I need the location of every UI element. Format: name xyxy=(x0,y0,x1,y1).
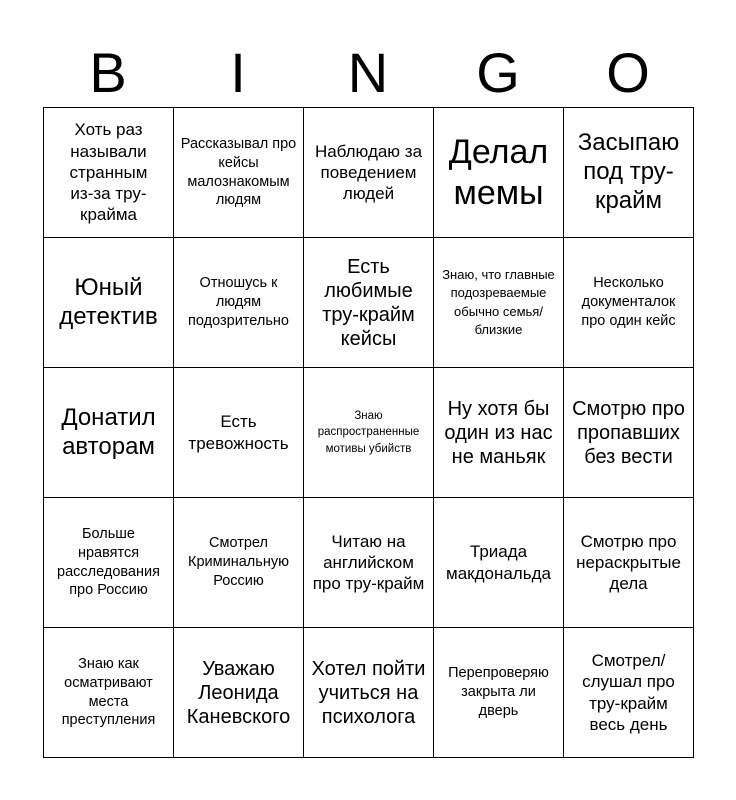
cell-text: Делал мемы xyxy=(448,132,549,212)
cell-text: Хотел пойти учиться на психолога xyxy=(311,657,426,728)
bingo-cell[interactable] xyxy=(434,498,564,628)
bingo-cell[interactable] xyxy=(304,108,434,238)
cell-text: Смотрел/ слушал про тру-крайм весь день xyxy=(582,651,675,734)
bingo-cell[interactable] xyxy=(564,108,694,238)
bingo-cell[interactable] xyxy=(44,368,174,498)
bingo-cell[interactable] xyxy=(304,498,434,628)
cell-text: Ну хотя бы один из нас не маньяк xyxy=(444,397,553,468)
cell-text: Хоть раз называли странным из-за тру-крайма xyxy=(69,120,148,225)
header-letter-b: B xyxy=(89,41,127,104)
cell-text: Знаю как осматривают места преступления xyxy=(61,655,156,729)
cell-text: Знаю, что главные подозреваемые обычно семья/близкие xyxy=(442,267,555,337)
cell-text: Отношусь к людям подозрительно xyxy=(188,275,289,329)
cell-text: Есть любимые тру-крайм кейсы xyxy=(322,255,415,350)
bingo-cell[interactable] xyxy=(434,238,564,368)
bingo-cell[interactable] xyxy=(174,628,304,758)
bingo-cell[interactable] xyxy=(564,368,694,498)
cell-text: Наблюдаю за поведением людей xyxy=(314,141,423,204)
cell-text: Перепроверяю закрыта ли дверь xyxy=(448,665,549,719)
bingo-cell[interactable] xyxy=(564,498,694,628)
bingo-cell[interactable] xyxy=(174,368,304,498)
bingo-cell[interactable] xyxy=(174,108,304,238)
header-letter-g: G xyxy=(476,41,520,104)
cell-text: Смотрю про нераскрытые дела xyxy=(576,531,681,594)
cell-text: Есть тревожность xyxy=(188,412,289,453)
bingo-cell[interactable] xyxy=(304,628,434,758)
bingo-cell[interactable] xyxy=(304,368,434,498)
bingo-cell[interactable] xyxy=(434,108,564,238)
cell-text: Знаю распространенные мотивы убийств xyxy=(317,410,420,455)
bingo-grid xyxy=(43,107,694,758)
bingo-cell[interactable] xyxy=(44,238,174,368)
cell-text: Больше нравятся расследования про Россию xyxy=(57,525,160,599)
cell-text: Юный детектив xyxy=(59,273,158,330)
bingo-cell[interactable] xyxy=(44,628,174,758)
header-letter-n: N xyxy=(347,41,389,104)
cell-text: Засыпаю под тру-крайм xyxy=(577,129,680,214)
bingo-cell[interactable] xyxy=(564,238,694,368)
bingo-cell[interactable] xyxy=(434,368,564,498)
cell-text: Рассказывал про кейсы малознакомым людям xyxy=(180,135,297,209)
bingo-cell[interactable] xyxy=(564,628,694,758)
cell-text: Смотрел Криминальную Россию xyxy=(188,535,289,589)
header-letter-i: I xyxy=(230,41,246,104)
bingo-cell[interactable] xyxy=(304,238,434,368)
bingo-cell[interactable] xyxy=(44,498,174,628)
cell-text: Триада макдональда xyxy=(446,542,551,583)
bingo-cell[interactable] xyxy=(44,108,174,238)
cell-text: Уважаю Леонида Каневского xyxy=(186,657,291,728)
header-letter-o: O xyxy=(606,41,650,104)
bingo-cell[interactable] xyxy=(174,498,304,628)
cell-text: Несколько документалок про один кейс xyxy=(581,275,676,329)
cell-text: Смотрю про пропавших без вести xyxy=(572,397,685,468)
bingo-header xyxy=(43,38,693,108)
bingo-cell[interactable] xyxy=(174,238,304,368)
cell-text: Донатил авторам xyxy=(61,403,156,460)
bingo-cell[interactable] xyxy=(434,628,564,758)
cell-text: Читаю на английском про тру-крайм xyxy=(312,531,425,594)
